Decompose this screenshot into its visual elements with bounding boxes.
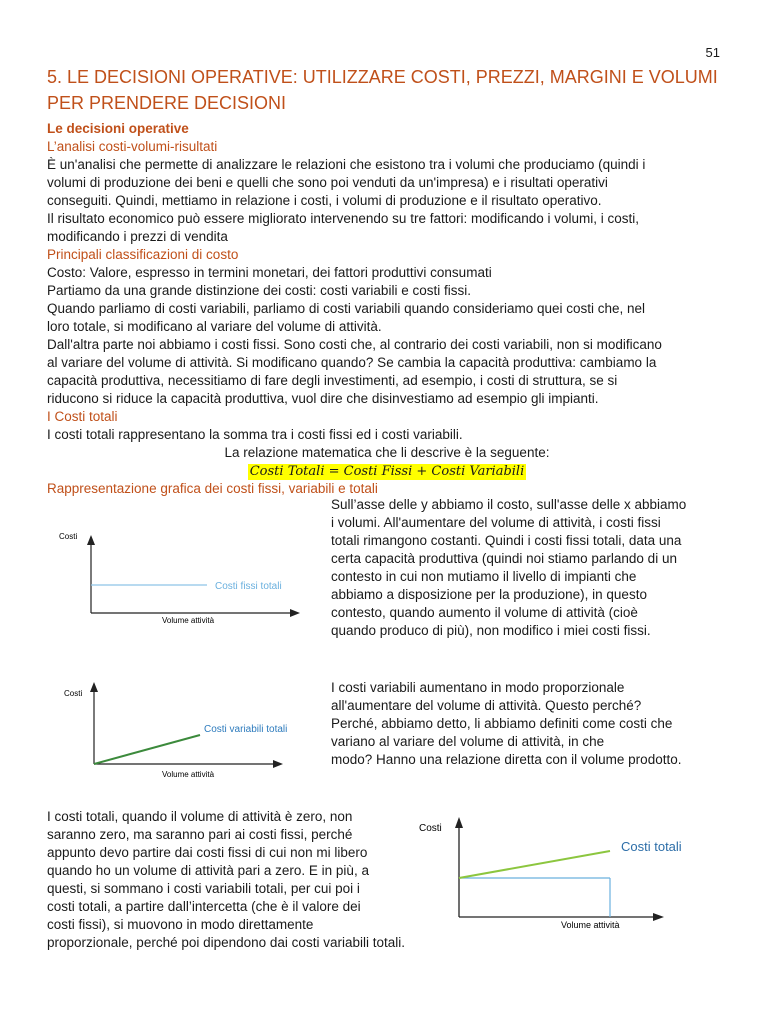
- x-axis-label: Volume attività: [162, 770, 215, 779]
- text-line: questi, si sommano i costi variabili totali, per cui poi i: [47, 881, 360, 896]
- y-axis-label: Costi: [419, 823, 442, 834]
- text-line: all'aumentare del volume di attività. Questo perché?: [331, 698, 642, 713]
- text-line: costi fissi), si muovono in modo direttamente: [47, 917, 314, 932]
- text-line: Perché, abbiamo detto, li abbiamo definiti come costi che: [331, 716, 673, 731]
- document-body: [47, 64, 727, 498]
- classif-paragraph: [47, 264, 727, 408]
- subheading-grafica: Rappresentazione grafica dei costi fissi, variabili e totali: [47, 481, 378, 496]
- text-line: saranno zero, ma saranno pari ai costi fissi, perché: [47, 827, 353, 842]
- subheading-cvr: L’analisi costi-volumi-risultati: [47, 139, 218, 154]
- text-line: modificando i prezzi di vendita: [47, 229, 228, 244]
- totali-paragraph: [47, 808, 447, 952]
- series-label-costi-totali: Costi totali: [621, 839, 682, 854]
- relazione-line: La relazione matematica che li descrive è la seguente:: [224, 445, 550, 460]
- series-label-costi-variabili: Costi variabili totali: [204, 724, 288, 735]
- y-axis-label: Costi: [59, 532, 78, 541]
- text-line: i volumi. All'aumentare del volume di attività, i costi fissi: [331, 515, 661, 530]
- text-line: Quando parliamo di costi variabili, parliamo di costi variabili quando consideriamo quei costi che, nel: [47, 301, 646, 316]
- text-line: Il risultato economico può essere migliorato intervenendo su tre fattori: modificando i volumi, i costi,: [47, 211, 640, 226]
- x-axis-arrow: [290, 609, 300, 617]
- text-line: I costi totali, quando il volume di attività è zero, non: [47, 809, 353, 824]
- y-axis-arrow: [90, 682, 98, 692]
- totali-line: I costi totali rappresentano la somma tra i costi fissi ed i costi variabili.: [47, 427, 463, 442]
- section-heading: Le decisioni operative: [47, 121, 189, 136]
- formula: Costi Totali = Costi Fissi + Costi Variabili: [249, 464, 525, 479]
- text-line: riducono si riduce la capacità produttiva, vuol dire che disinvestiamo ad esempio gli impianti.: [47, 391, 599, 406]
- text-line: certa capacità produttiva (quindi noi stiamo parlando di un: [331, 551, 677, 566]
- title-line-2: PER PRENDERE DECISIONI: [47, 93, 287, 113]
- series-label-costi-fissi: Costi fissi totali: [215, 581, 282, 592]
- text-line: Partiamo da una grande distinzione dei costi: costi variabili e costi fissi.: [47, 283, 471, 298]
- text-line: È un'analisi che permette di analizzare le relazioni che esistono tra i volumi che produciamo (quindi i: [47, 157, 646, 172]
- text-line: loro totale, si modificano al variare del volume di attività.: [47, 319, 382, 334]
- text-line: Sull’asse delle y abbiamo il costo, sull'asse delle x abbiamo: [331, 497, 687, 512]
- chart-costi-variabili: [60, 680, 310, 785]
- cvr-paragraph: [47, 156, 727, 246]
- x-axis-arrow: [653, 913, 664, 921]
- text-line: Dall'altra parte noi abbiamo i costi fissi. Sono costi che, al contrario dei costi variabili, non si modificano: [47, 337, 662, 352]
- series-line-costi-totali: [459, 851, 610, 878]
- text-line: I costi variabili aumentano in modo proporzionale: [331, 680, 625, 695]
- text-line: capacità produttiva, necessitiamo di fare degli investimenti, ad esempio, i costi di struttura, se si: [47, 373, 618, 388]
- page-title: [47, 64, 727, 116]
- title-line-1: 5. LE DECISIONI OPERATIVE: UTILIZZARE COSTI, PREZZI, MARGINI E VOLUMI: [47, 67, 718, 87]
- x-axis-label: Volume attività: [162, 616, 215, 625]
- text-line: costi totali, a partire dall’intercetta (che è il valore dei: [47, 899, 361, 914]
- subheading-costi-totali: I Costi totali: [47, 409, 118, 424]
- text-line: quando ho un volume di attività pari a zero. E in più, a: [47, 863, 369, 878]
- y-axis-arrow: [455, 817, 463, 828]
- y-axis-label: Costi: [64, 689, 83, 698]
- text-line: modo? Hanno una relazione diretta con il volume prodotto.: [331, 752, 682, 767]
- chart-costi-variabili-svg: [60, 680, 310, 785]
- chart-costi-totali-svg: [415, 812, 682, 937]
- formula-row: [47, 462, 727, 480]
- text-line: conseguiti. Quindi, mettiamo in relazione i costi, i volumi di produzione e il risultato operativo.: [47, 193, 602, 208]
- text-line: al variare del volume di attività. Si modificano quando? Se cambia la capacità produttiva: cambiamo la: [47, 355, 657, 370]
- text-line: Costo: Valore, espresso in termini monetari, dei fattori produttivi consumati: [47, 265, 492, 280]
- text-line: contesto in cui non mutiamo il livello di impianti che: [331, 569, 637, 584]
- chart-costi-fissi: [57, 525, 307, 630]
- text-line: totali rimangono costanti. Quindi i costi fissi totali, data una: [331, 533, 682, 548]
- fissi-paragraph: [331, 496, 731, 640]
- chart-costi-fissi-svg: [57, 525, 307, 630]
- text-line: contesto, quando aumento il volume di attività (cioè: [331, 605, 638, 620]
- text-line: variano al variare del volume di attività, in che: [331, 734, 605, 749]
- text-line: quando produco di più), non modifico i miei costi fissi.: [331, 623, 651, 638]
- text-line: volumi di produzione dei beni e quelli che sono poi venduti da un'impresa) e i risultati operativi: [47, 175, 608, 190]
- text-line: appunto devo partire dai costi fissi di cui non mi libero: [47, 845, 368, 860]
- series-line-costi-variabili: [94, 735, 200, 764]
- variabili-paragraph: [331, 679, 731, 769]
- subheading-classificazioni: Principali classificazioni di costo: [47, 247, 239, 262]
- x-axis-label: Volume attività: [561, 920, 620, 930]
- x-axis-arrow: [273, 760, 283, 768]
- page-number: 51: [705, 45, 720, 60]
- chart-costi-totali: [415, 812, 682, 937]
- text-line: proporzionale, perché poi dipendono dai costi variabili totali.: [47, 935, 405, 950]
- y-axis-arrow: [87, 535, 95, 545]
- text-line: abbiamo a disposizione per la produzione), in questo: [331, 587, 647, 602]
